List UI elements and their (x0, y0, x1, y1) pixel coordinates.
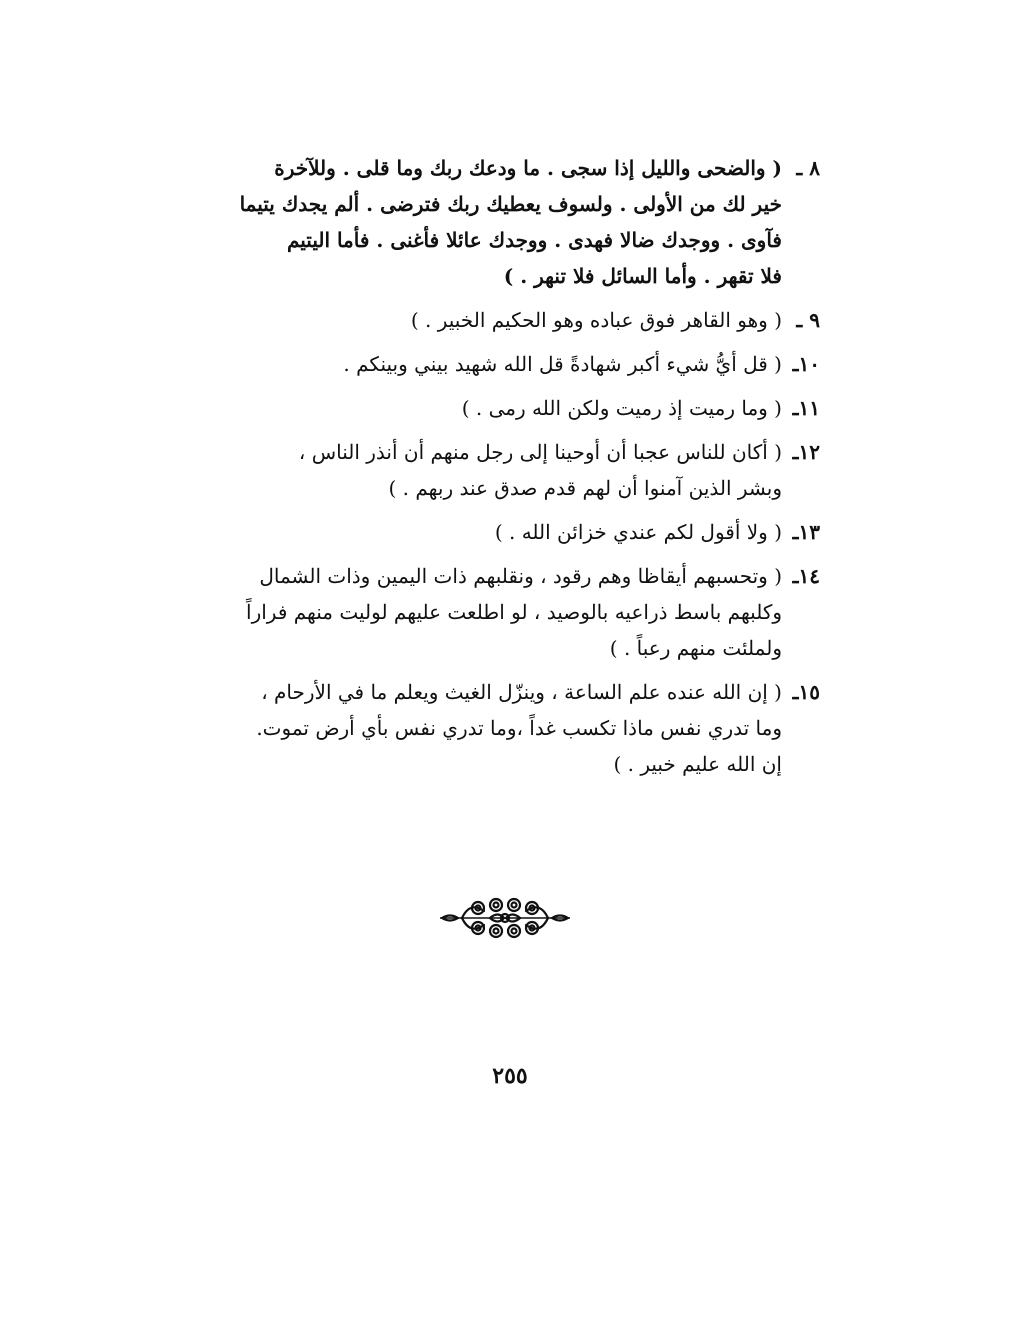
verse-line: إن الله عليم خبير . ) (613, 752, 782, 776)
verse-number: ٨ ـ (796, 156, 820, 180)
verse-entry-15 (190, 674, 820, 782)
verse-entry-8 (190, 150, 820, 294)
verse-line: وكلبهم باسط ذراعيه بالوصيد ، لو اطلعت عليهم لوليت منهم فراراً (246, 600, 782, 624)
verse-text (190, 434, 782, 506)
verse-entry-10 (190, 346, 820, 382)
verse-text (190, 514, 782, 550)
floral-ornament-graphic (440, 893, 570, 943)
verse-number: ١٠ـ (792, 352, 820, 376)
verse-line: ( أكان للناس عجبا أن أوحينا إلى رجل منهم أن أنذر الناس ، (298, 440, 782, 464)
verse-text (190, 302, 782, 338)
verse-line: خير لك من الأولى . ولسوف يعطيك ربك فترضى . ألم يجدك يتيما (239, 192, 782, 216)
verse-text (190, 150, 782, 294)
verse-number: ١١ـ (792, 396, 820, 420)
verse-text (190, 674, 782, 782)
verse-text (190, 558, 782, 666)
verse-list (190, 150, 820, 790)
verse-number: ٩ ـ (796, 308, 820, 332)
verse-number: ١٤ـ (792, 564, 820, 588)
verse-number: ١٢ـ (792, 440, 820, 464)
page-number: ٢٥٥ (492, 1063, 528, 1089)
verse-text (190, 390, 782, 426)
verse-entry-11 (190, 390, 820, 426)
verse-line: فلا تقهر . وأما السائل فلا تنهر . ) (503, 264, 782, 288)
verse-line: ( والضحى والليل إذا سجى . ما ودعك ربك وما قلى . وللآخرة (274, 156, 782, 180)
floral-ornament-icon (440, 893, 570, 943)
verse-line: فآوى . ووجدك ضالا فهدى . ووجدك عائلا فأغنى . فأما اليتيم (286, 228, 782, 252)
verse-entry-13 (190, 514, 820, 550)
verse-line: ( إن الله عنده علم الساعة ، وينزّل الغيث ويعلم ما في الأرحام ، (261, 680, 782, 704)
verse-text (190, 346, 782, 382)
verse-entry-9 (190, 302, 820, 338)
verse-line: ولملئت منهم رعباً . ) (609, 636, 782, 660)
verse-line: ( وهو القاهر فوق عباده وهو الحكيم الخبير . ) (410, 308, 782, 332)
verse-line: وما تدري نفس ماذا تكسب غداً ،وما تدري نفس بأي أرض تموت. (256, 716, 782, 740)
verse-number: ١٥ـ (792, 680, 820, 704)
verse-line: ( وما رميت إذ رميت ولكن الله رمى . ) (461, 396, 782, 420)
verse-line: ( ولا أقول لكم عندي خزائن الله . ) (494, 520, 782, 544)
verse-line: وبشر الذين آمنوا أن لهم قدم صدق عند ربهم . ) (388, 476, 782, 500)
verse-number: ١٣ـ (792, 520, 820, 544)
verse-entry-14 (190, 558, 820, 666)
verse-line: ( قل أيُّ شيء أكبر شهادةً قل الله شهيد بيني وبينكم . (343, 352, 782, 376)
verse-entry-12 (190, 434, 820, 506)
verse-line: ( وتحسبهم أيقاظا وهم رقود ، ونقلبهم ذات اليمين وذات الشمال (259, 564, 782, 588)
